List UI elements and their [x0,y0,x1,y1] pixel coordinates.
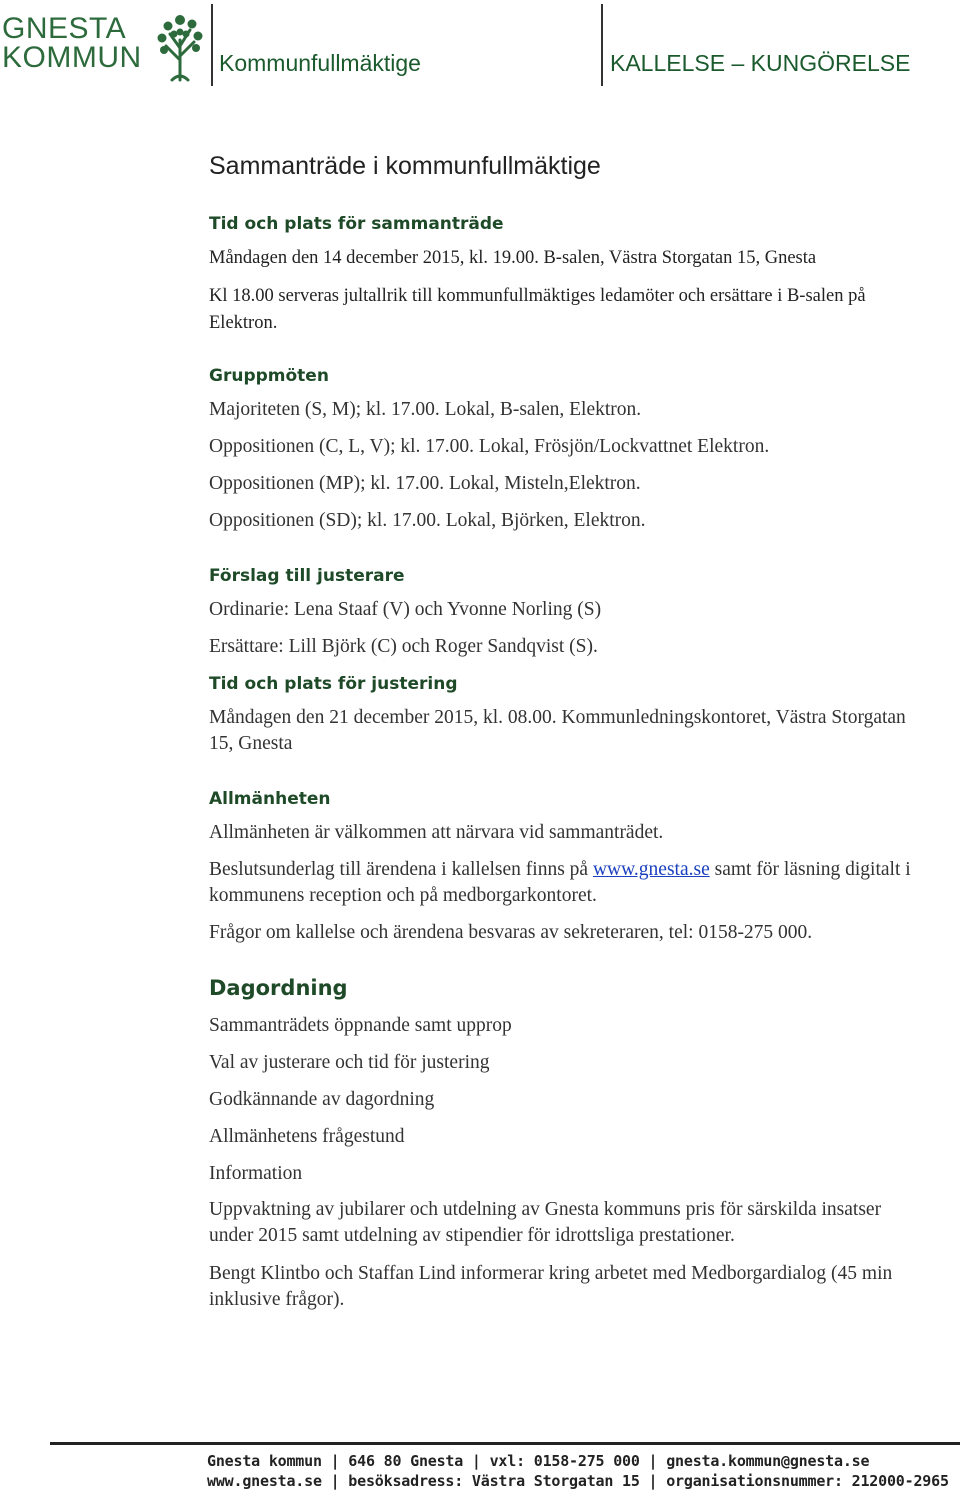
footer-contact: Gnesta kommun | 646 80 Gnesta | vxl: 0158-275 000 | gnesta.kommun@gnesta.se [207,1452,870,1470]
agenda-item: Val av justerare och tid för justering [209,1052,490,1073]
beslutsunderlag-text [209,857,919,909]
tree-logo-icon [156,12,204,82]
julmeal-text: Kl 18.00 serveras jultallrik till kommunfullmäktiges ledamöter och ersättare i B-salen på Elektron. [209,286,866,333]
group-item: Majoriteten (S, M); kl. 17.00. Lokal, B-salen, Elektron. [209,399,642,420]
agenda-item: Uppvaktning av jubilarer och utdelning av Gnesta kommuns pris för särskilda insatser under 2015 samt utdelning av stipendier för idrottsliga prestationer. [209,1199,882,1246]
page-title: Sammanträde i kommunfullmäktige [209,152,601,180]
section-heading-groups: Gruppmöten [209,366,329,386]
logo-line-2: KOMMUN [2,41,142,74]
beslut-pre: Beslutsunderlag till ärendena i kallelsen finns på [209,859,593,880]
website-link[interactable]: www.gnesta.se [592,859,710,880]
header-divider [211,4,213,86]
group-item: Oppositionen (MP); kl. 17.00. Lokal, Misteln,Elektron. [209,473,641,494]
section-heading-allmanheten: Allmänheten [209,789,331,809]
time-place-text: Måndagen den 14 december 2015, kl. 19.00. B-salen, Västra Storgatan 15, Gnesta [209,248,817,268]
logo-text [2,14,142,72]
section-heading-justerare: Förslag till justerare [209,566,405,586]
section-heading-justering: Tid och plats för justering [209,674,458,694]
group-item: Oppositionen (C, L, V); kl. 17.00. Lokal, Frösjön/Lockvattnet Elektron. [209,436,770,457]
page-header [0,0,960,90]
ordinarie-text: Ordinarie: Lena Staaf (V) och Yvonne Norling (S) [209,599,602,620]
logo-line-1: GNESTA [2,12,127,45]
agenda-item: Bengt Klintbo och Staffan Lind informerar kring arbetet med Medborgardialog (45 min inklusive frågor). [209,1263,893,1310]
department-title: Kommunfullmäktige [219,50,421,76]
agenda-item: Godkännande av dagordning [209,1089,435,1110]
agenda-item: Information [209,1163,303,1184]
footer-address: www.gnesta.se | besöksadress: Västra Storgatan 15 | organisationsnummer: 212000-2965 [207,1472,949,1490]
document-type: KALLELSE – KUNGÖRELSE [610,50,911,76]
group-item: Oppositionen (SD); kl. 17.00. Lokal, Björken, Elektron. [209,510,646,531]
section-heading-dagordning: Dagordning [209,976,348,1000]
beslut-post: samt för läsning digitalt i kommunens reception och på medborgarkontoret. [209,859,911,906]
justering-text: Måndagen den 21 december 2015, kl. 08.00. Kommunledningskontoret, Västra Storgatan 15, Gnesta [209,707,906,754]
fragor-text: Frågor om kallelse och ärendena besvaras av sekreteraren, tel: 0158-275 000. [209,922,813,943]
allmanheten-text: Allmänheten är välkommen att närvara vid sammanträdet. [209,822,664,843]
header-divider [601,4,603,86]
agenda-item: Allmänhetens frågestund [209,1126,405,1147]
ersattare-text: Ersättare: Lill Björk (C) och Roger Sandqvist (S). [209,636,598,657]
footer-divider [50,1442,960,1445]
agenda-item: Sammanträdets öppnande samt upprop [209,1015,512,1036]
section-heading-time-place: Tid och plats för sammanträde [209,214,504,234]
